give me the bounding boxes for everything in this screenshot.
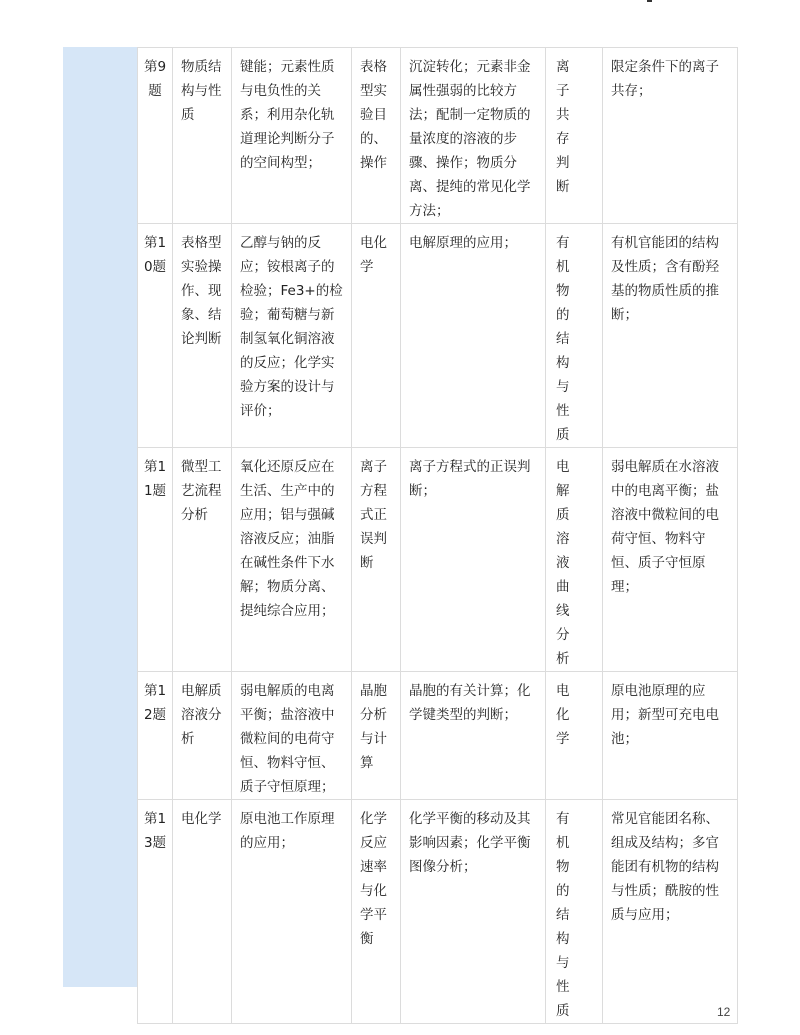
exam-topic-table <box>137 47 738 1024</box>
topic-cell: 离子方程式正误判断 <box>352 448 401 672</box>
knowledge-cell: 化学平衡的移动及其影响因素；化学平衡图像分析； <box>401 800 546 1024</box>
knowledge-cell: 键能；元素性质与电负性的关系；利用杂化轨道理论判断分子的空间构型； <box>232 48 352 224</box>
knowledge-cell: 弱电解质在水溶液中的电离平衡；盐溶液中微粒间的电荷守恒、物料守恒、质子守恒原理； <box>603 448 738 672</box>
table-row <box>138 224 738 448</box>
table-row <box>138 448 738 672</box>
topic-cell: 表格型实验操作、现象、结论判断 <box>173 224 232 448</box>
topic-cell: 有机物的结构与性质 <box>546 224 603 448</box>
topic-cell: 离子共存判断 <box>546 48 603 224</box>
topic-cell: 电化学 <box>173 800 232 1024</box>
question-number: 第12题 <box>138 672 173 800</box>
topic-cell: 电化学 <box>352 224 401 448</box>
question-number: 第10题 <box>138 224 173 448</box>
knowledge-cell: 原电池工作原理的应用； <box>232 800 352 1024</box>
topic-cell: 电化学 <box>546 672 603 800</box>
question-number: 第9题 <box>138 48 173 224</box>
knowledge-cell: 弱电解质的电离平衡；盐溶液中微粒间的电荷守恒、物料守恒、质子守恒原理； <box>232 672 352 800</box>
knowledge-cell: 原电池原理的应用；新型可充电电池； <box>603 672 738 800</box>
question-number: 第13题 <box>138 800 173 1024</box>
table-row <box>138 48 738 224</box>
topic-cell: 电解质溶液分析 <box>173 672 232 800</box>
knowledge-cell: 离子方程式的正误判断； <box>401 448 546 672</box>
side-color-strip <box>63 47 137 987</box>
question-number: 第11题 <box>138 448 173 672</box>
topic-cell: 表格型实验目的、操作 <box>352 48 401 224</box>
knowledge-cell: 沉淀转化；元素非金属性强弱的比较方法；配制一定物质的量浓度的溶液的步骤、操作；物质分离、提纯的常见化学方法； <box>401 48 546 224</box>
page-number: 12 <box>717 1005 731 1019</box>
knowledge-cell: 有机官能团的结构及性质；含有酚羟基的物质性质的推断； <box>603 224 738 448</box>
knowledge-cell: 常见官能团名称、组成及结构；多官能团有机物的结构与性质；酰胺的性质与应用； <box>603 800 738 1024</box>
knowledge-cell: 氧化还原反应在生活、生产中的应用；铝与强碱溶液反应；油脂在碱性条件下水解；物质分离、提纯综合应用； <box>232 448 352 672</box>
topic-cell: 电解质溶液曲线分析 <box>546 448 603 672</box>
topic-cell: 有机物的结构与性质 <box>546 800 603 1024</box>
table-row <box>138 672 738 800</box>
topic-cell: 化学反应速率与化学平衡 <box>352 800 401 1024</box>
top-edge-mark <box>647 0 652 2</box>
knowledge-cell: 乙醇与钠的反应；铵根离子的检验；Fe3+的检验；葡萄糖与新制氢氧化铜溶液的反应；化学实验方案的设计与评价； <box>232 224 352 448</box>
knowledge-cell: 电解原理的应用； <box>401 224 546 448</box>
knowledge-cell: 限定条件下的离子共存； <box>603 48 738 224</box>
knowledge-cell: 晶胞的有关计算；化学键类型的判断； <box>401 672 546 800</box>
topic-cell: 微型工艺流程分析 <box>173 448 232 672</box>
topic-cell: 晶胞分析与计算 <box>352 672 401 800</box>
topic-cell: 物质结构与性质 <box>173 48 232 224</box>
table-row <box>138 800 738 1024</box>
